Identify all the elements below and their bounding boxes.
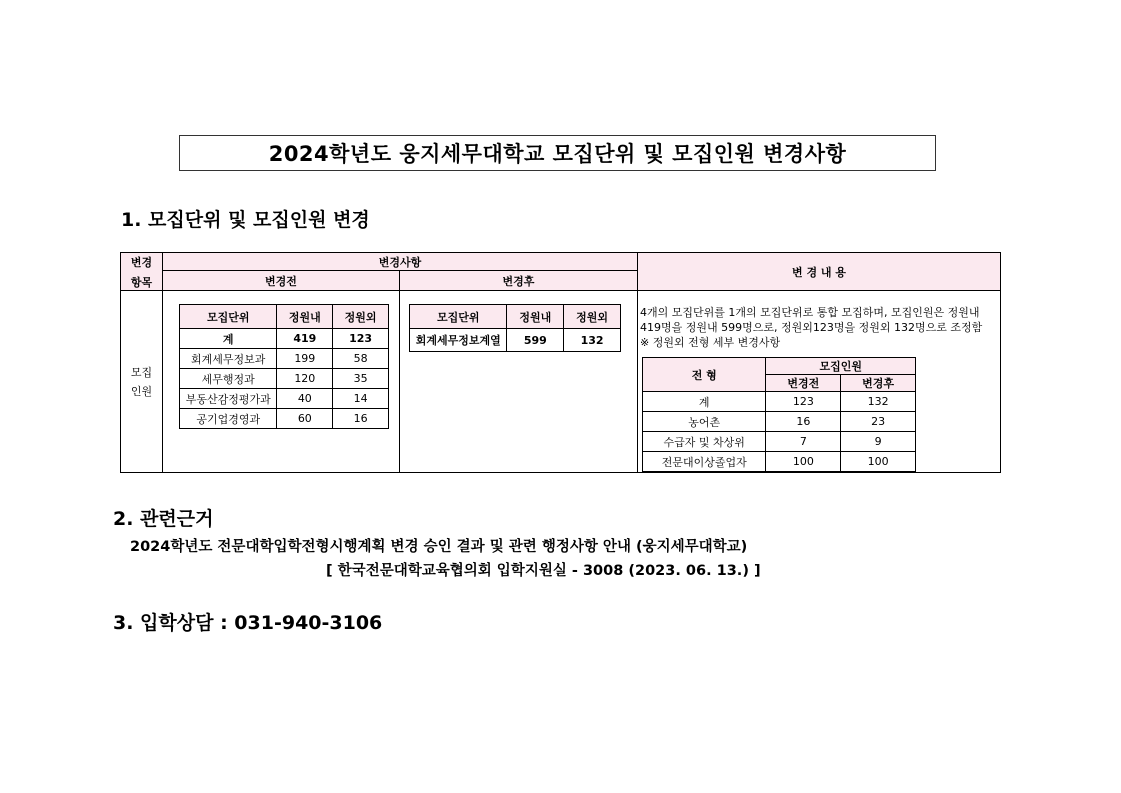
cell: 40 bbox=[277, 389, 333, 409]
cell: 부동산감정평가과 bbox=[180, 389, 277, 409]
divider bbox=[162, 270, 637, 271]
before-col-out: 정원외 bbox=[333, 305, 389, 329]
cell: 35 bbox=[333, 369, 389, 389]
quota-col-type: 전 형 bbox=[643, 358, 766, 392]
after-col-out: 정원외 bbox=[564, 305, 621, 329]
table-row bbox=[643, 432, 916, 452]
cell: 세무행정과 bbox=[180, 369, 277, 389]
divider bbox=[121, 290, 1000, 291]
reference-line1: 2024학년도 전문대학입학전형시행계획 변경 승인 결과 및 관련 행정사항 안내 (웅지세무대학교) bbox=[130, 539, 748, 555]
cell: 132 bbox=[841, 392, 916, 412]
cell: 7 bbox=[766, 432, 841, 452]
table-row bbox=[643, 392, 916, 412]
cell: 199 bbox=[277, 349, 333, 369]
table-row bbox=[180, 409, 389, 429]
row-label-line1: 모집 bbox=[130, 366, 153, 379]
header-after: 변경후 bbox=[400, 271, 637, 290]
quota-table bbox=[642, 357, 916, 472]
section3-heading: 3. 입학상담 : 031-940-3106 bbox=[113, 612, 383, 634]
cell: 123 bbox=[766, 392, 841, 412]
after-table bbox=[409, 304, 621, 352]
cell: 16 bbox=[333, 409, 389, 429]
cell: 계 bbox=[643, 392, 766, 412]
cell: 9 bbox=[841, 432, 916, 452]
reference-line2: [ 한국전문대학교육협의회 입학지원실 - 3008 (2023. 06. 13.) ] bbox=[326, 563, 761, 579]
divider bbox=[637, 253, 638, 472]
after-col-unit: 모집단위 bbox=[410, 305, 507, 329]
header-item bbox=[121, 253, 162, 290]
before-total-label: 계 bbox=[180, 329, 277, 349]
divider bbox=[399, 271, 400, 472]
cell: 60 bbox=[277, 409, 333, 429]
table-row bbox=[643, 452, 916, 472]
cell: 농어촌 bbox=[643, 412, 766, 432]
before-total-out: 123 bbox=[333, 329, 389, 349]
divider bbox=[162, 253, 163, 472]
row-label bbox=[121, 291, 162, 472]
after-col-in: 정원내 bbox=[507, 305, 564, 329]
cell: 전문대이상졸업자 bbox=[643, 452, 766, 472]
cell: 14 bbox=[333, 389, 389, 409]
before-col-in: 정원내 bbox=[277, 305, 333, 329]
cell: 공기업경영과 bbox=[180, 409, 277, 429]
description-note: ※ 정원외 전형 세부 변경사항 bbox=[640, 336, 781, 349]
cell: 수급자 및 차상위 bbox=[643, 432, 766, 452]
cell: 100 bbox=[841, 452, 916, 472]
before-table bbox=[179, 304, 389, 429]
row-label-line2: 인원 bbox=[130, 385, 153, 398]
table-row bbox=[180, 349, 389, 369]
cell: 23 bbox=[841, 412, 916, 432]
before-col-unit: 모집단위 bbox=[180, 305, 277, 329]
document-title: 2024학년도 웅지세무대학교 모집단위 및 모집인원 변경사항 bbox=[179, 135, 936, 171]
table-row bbox=[180, 389, 389, 409]
cell: 132 bbox=[564, 329, 621, 352]
cell: 58 bbox=[333, 349, 389, 369]
cell: 16 bbox=[766, 412, 841, 432]
quota-col-before: 변경전 bbox=[766, 375, 841, 392]
header-before: 변경전 bbox=[163, 271, 399, 290]
cell: 599 bbox=[507, 329, 564, 352]
table-row bbox=[643, 412, 916, 432]
cell: 회계세무정보과 bbox=[180, 349, 277, 369]
table-row bbox=[180, 369, 389, 389]
cell: 120 bbox=[277, 369, 333, 389]
change-description bbox=[640, 305, 1000, 350]
before-total-in: 419 bbox=[277, 329, 333, 349]
cell: 100 bbox=[766, 452, 841, 472]
description-line2: 419명을 정원내 599명으로, 정원외123명을 정원외 132명으로 조정함 bbox=[640, 321, 983, 334]
quota-col-after: 변경후 bbox=[841, 375, 916, 392]
header-item-line2: 항목 bbox=[130, 275, 153, 289]
header-content: 변 경 내 용 bbox=[638, 253, 1000, 290]
description-line1: 4개의 모집단위를 1개의 모집단위로 통합 모집하며, 모집인원은 정원내 bbox=[640, 306, 980, 319]
section1-heading: 1. 모집단위 및 모집인원 변경 bbox=[121, 209, 370, 231]
header-item-line1: 변경 bbox=[130, 255, 153, 269]
table-row bbox=[410, 329, 621, 352]
header-changes: 변경사항 bbox=[163, 253, 637, 270]
quota-col-group: 모집인원 bbox=[766, 358, 916, 375]
cell: 회계세무정보계열 bbox=[410, 329, 507, 352]
section2-heading: 2. 관련근거 bbox=[113, 508, 214, 530]
